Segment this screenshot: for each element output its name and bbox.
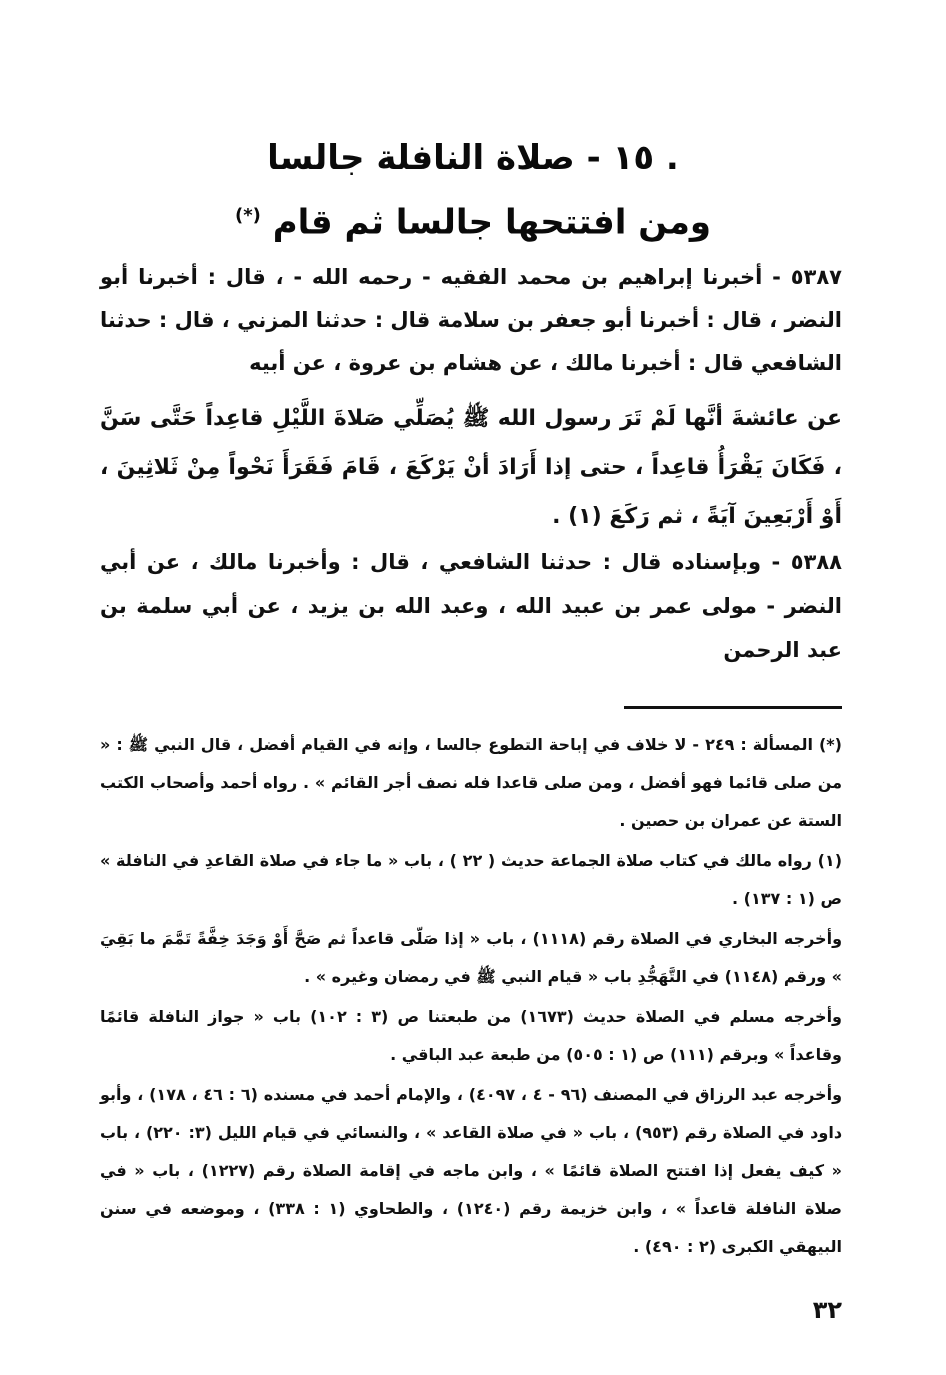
chapter-subtitle: [100, 190, 846, 248]
page-number: ٣٢: [812, 1296, 842, 1324]
chapter-subtitle-text: ومن افتتحها جالسا ثم قام: [272, 202, 712, 243]
footnote-bukhari: وأخرجه البخاري في الصلاة رقم (١١١٨) ، باب « إذا صَلّى قاعداً ثم صَحَّ أَوْ وَجَدَ خِفَّةً تَمَّمَ ما بَقِيَ » ورقم (١١٤٨) في التَّهَجُّدِ باب « قيام النبي ﷺ في رمضان وغيره » .: [100, 929, 843, 986]
hadith-isnad-5387: ٥٣٨٧ - أخبرنا إبراهيم بن محمد الفقيه - رحمه الله - ، قال : أخبرنا أبو النضر ، قال : أخبرنا أبو جعفر بن سلامة قال : حدثنا المزني ، قال : حدثنا الشافعي قال : أخبرنا مالك ، عن هشام بن عروة ، عن أبيه: [100, 265, 842, 375]
footnote-1-malik: (١) رواه مالك في كتاب صلاة الجماعة حديث ( ٢٢ ) ، باب « ما جاء في صلاة القاعدِ في النافلة » ص (١ : ١٣٧) .: [100, 851, 842, 908]
footnote-other-sources: وأخرجه عبد الرزاق في المصنف (٩٦ - ٤ ، ٤٠٩٧) ، والإمام أحمد في مسنده (٦ : ٤٦ ، ١٧٨) ، وأبو داود في الصلاة رقم (٩٥٣) ، باب « في صلاة القاعد » ، والنسائي في قيام الليل (٣: ٢٢٠) ، باب « كيف يفعل إذا افتتح الصلاة قائمًا » ، وابن ماجه في إقامة الصلاة رقم (١٢٢٧) ، باب « في صلاة النافلة قاعداً » ، وابن خزيمة رقم (١٢٤٠) ، والطحاوي (١ : ٣٣٨) ، وموضعه في سنن البيهقي الكبرى (٢ : ٤٩٠) .: [100, 1085, 843, 1256]
chapter-title: [100, 132, 846, 184]
footnote-muslim: وأخرجه مسلم في الصلاة حديث (١٦٧٣) من طبعتنا ص (٣ : ١٠٢) باب « جواز النافلة قائمًا وقاعداً » وبرقم (١١١) ص (١ : ٥٠٥) من طبعة عبد الباقي .: [100, 1007, 842, 1064]
footnote-marker: (*): [234, 205, 261, 226]
footnote-masala: (*) المسألة : ٢٤٩ - لا خلاف في إباحة التطوع جالسا ، وإنه في القيام أفضل ، قال النبي ﷺ : « من صلى قائما فهو أفضل ، ومن صلى قاعدا فله نصف أجر القائم » . رواه أحمد وأصحاب الكتب الستة عن عمران بن حصين .: [100, 735, 842, 830]
footnote-divider: [624, 706, 842, 709]
hadith-matn: عن عائشةَ أنَّها لَمْ تَرَ رسول الله ﷺ يُصَلِّي صَلاةَ اللَّيْلِ قاعِداً حَتَّى سَنَّ ، فَكَانَ يَقْرَأُ قاعِداً ، حتى إذا أَرَادَ أنْ يَرْكَعَ ، قَامَ فَقَرَأَ نَحْواً مِنْ ثَلاثِينَ ، أَوْ أَرْبَعِينَ آيَةً ، ثم رَكَعَ (١) .: [100, 406, 842, 529]
hadith-isnad-5388: ٥٣٨٨ - وبإسناده قال : حدثنا الشافعي ، قال : وأخبرنا مالك ، عن أبي النضر - مولى عمر بن عبيد الله ، وعبد الله بن يزيد ، عن أبي سلمة بن عبد الرحمن: [100, 550, 842, 662]
chapter-title-text: . ١٥ - صلاة النافلة جالسا: [267, 138, 679, 178]
